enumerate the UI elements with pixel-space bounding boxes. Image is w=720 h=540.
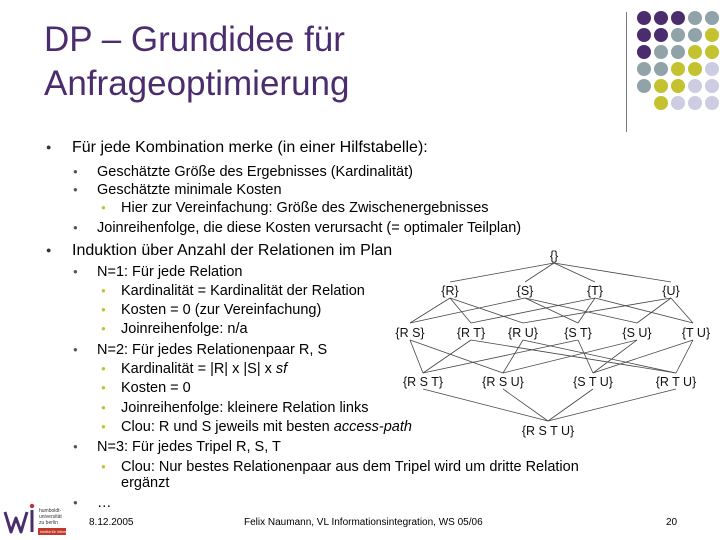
bullet-marker: ●	[101, 305, 106, 314]
bullet-marker: ●	[101, 403, 106, 412]
bullet-marker: ●	[46, 142, 52, 152]
lattice-node-rs: {R S}	[395, 326, 425, 340]
bullet-joinreihenfolge: ● Joinreihenfolge, die diese Kosten verursacht (= optimaler Teilplan)	[73, 220, 522, 236]
lattice-node-rtu: {R T U}	[655, 375, 697, 389]
divider-line	[626, 12, 627, 132]
bullet-marker: ●	[73, 167, 78, 176]
bullet-n3-clou: ● Clou: Nur bestes Relationenpaar aus dem Tripel wird um dritte Relation	[101, 459, 579, 475]
lattice-node-r: {R}	[441, 284, 459, 298]
bullet-n3: ● N=3: Für jedes Tripel R, S, T	[73, 439, 281, 455]
lattice-node-rst: {R S T}	[402, 375, 444, 389]
bullet-n2-joinreihenfolge: ● Joinreihenfolge: kleinere Relation links	[101, 400, 369, 416]
bullet-n1: ● N=1: Für jede Relation	[73, 264, 243, 280]
lattice-node-st: {S T}	[564, 326, 592, 340]
footer-date: 8.12.2005	[89, 517, 134, 528]
bullet-ellipsis: ● …	[73, 495, 112, 511]
bullet-marker: ●	[46, 245, 52, 255]
bullet-marker: ●	[101, 422, 106, 431]
lattice-node-t: {T}	[587, 284, 603, 298]
bullet-marker: ●	[73, 442, 78, 451]
bullet-marker: ●	[101, 324, 106, 333]
subset-lattice-diagram	[383, 245, 720, 440]
bullet-vereinfachung: ● Hier zur Vereinfachung: Größe des Zwischenergebnisses	[101, 200, 489, 216]
title-line-2: Anfrageoptimierung	[44, 64, 350, 103]
bullet-marker: ●	[101, 286, 106, 295]
bullet-marker: ●	[73, 223, 78, 232]
bullet-n1-joinreihenfolge: ● Joinreihenfolge: n/a	[101, 321, 248, 337]
bullet-marker: ●	[101, 364, 106, 373]
bullet-groesse: ● Geschätzte Größe des Ergebnisses (Kardinalität)	[73, 164, 413, 180]
humboldt-university-logo	[3, 502, 73, 538]
lattice-node-su: {S U}	[622, 326, 652, 340]
bullet-n1-kardinalitaet: ● Kardinalität = Kardinalität der Relation	[101, 283, 365, 299]
bullet-n2-kosten: ● Kosten = 0	[101, 380, 191, 396]
lattice-node-rt: {R T}	[456, 326, 486, 340]
bullet-marker: ●	[73, 498, 78, 507]
lattice-node-empty: {}	[549, 249, 559, 263]
svg-text:universität: universität	[39, 514, 62, 520]
slide-title	[44, 18, 564, 106]
svg-text:humboldt-: humboldt-	[39, 508, 62, 514]
svg-text:Institut für Informatik: Institut für Informatik	[40, 530, 73, 534]
bullet-marker: ●	[73, 267, 78, 276]
bullet-kosten: ● Geschätzte minimale Kosten	[73, 182, 282, 198]
bullet-marker: ●	[73, 345, 78, 354]
bullet-hilfstabelle: ● Für jede Kombination merke (in einer Hilfstabelle):	[46, 139, 428, 156]
svg-text:zu berlin: zu berlin	[39, 520, 58, 526]
lattice-node-tu: {T U}	[681, 326, 711, 340]
bullet-induktion: ● Induktion über Anzahl der Relationen im Plan	[46, 242, 393, 259]
bullet-n2-kardinalitaet: ● Kardinalität = |R| x |S| x sf	[101, 361, 288, 377]
footer-page-number: 20	[666, 517, 678, 528]
lattice-node-u: {U}	[662, 284, 680, 298]
title-line-1: DP – Grundidee für	[44, 20, 345, 59]
bullet-n1-kosten: ● Kosten = 0 (zur Vereinfachung)	[101, 302, 322, 318]
bullet-n3-clou-cont: ergänzt	[121, 475, 170, 491]
bullet-n2-clou: ● Clou: R und S jeweils mit besten access-path	[101, 419, 412, 435]
bullet-marker: ●	[73, 185, 78, 194]
lattice-node-rstu: {R S T U}	[521, 424, 575, 438]
lattice-node-s: {S}	[516, 284, 534, 298]
bullet-n2: ● N=2: Für jedes Relationenpaar R, S	[73, 342, 328, 358]
lattice-node-stu: {S T U}	[573, 375, 613, 389]
bullet-marker: ●	[101, 203, 106, 212]
footer-course: Felix Naumann, VL Informationsintegration, WS 05/06	[244, 517, 483, 528]
lattice-node-rsu: {R S U}	[482, 375, 524, 389]
bullet-marker: ●	[101, 462, 106, 471]
bullet-marker: ●	[101, 383, 106, 392]
decorative-dot-grid	[637, 11, 719, 110]
lattice-node-ru: {R U}	[508, 326, 538, 340]
